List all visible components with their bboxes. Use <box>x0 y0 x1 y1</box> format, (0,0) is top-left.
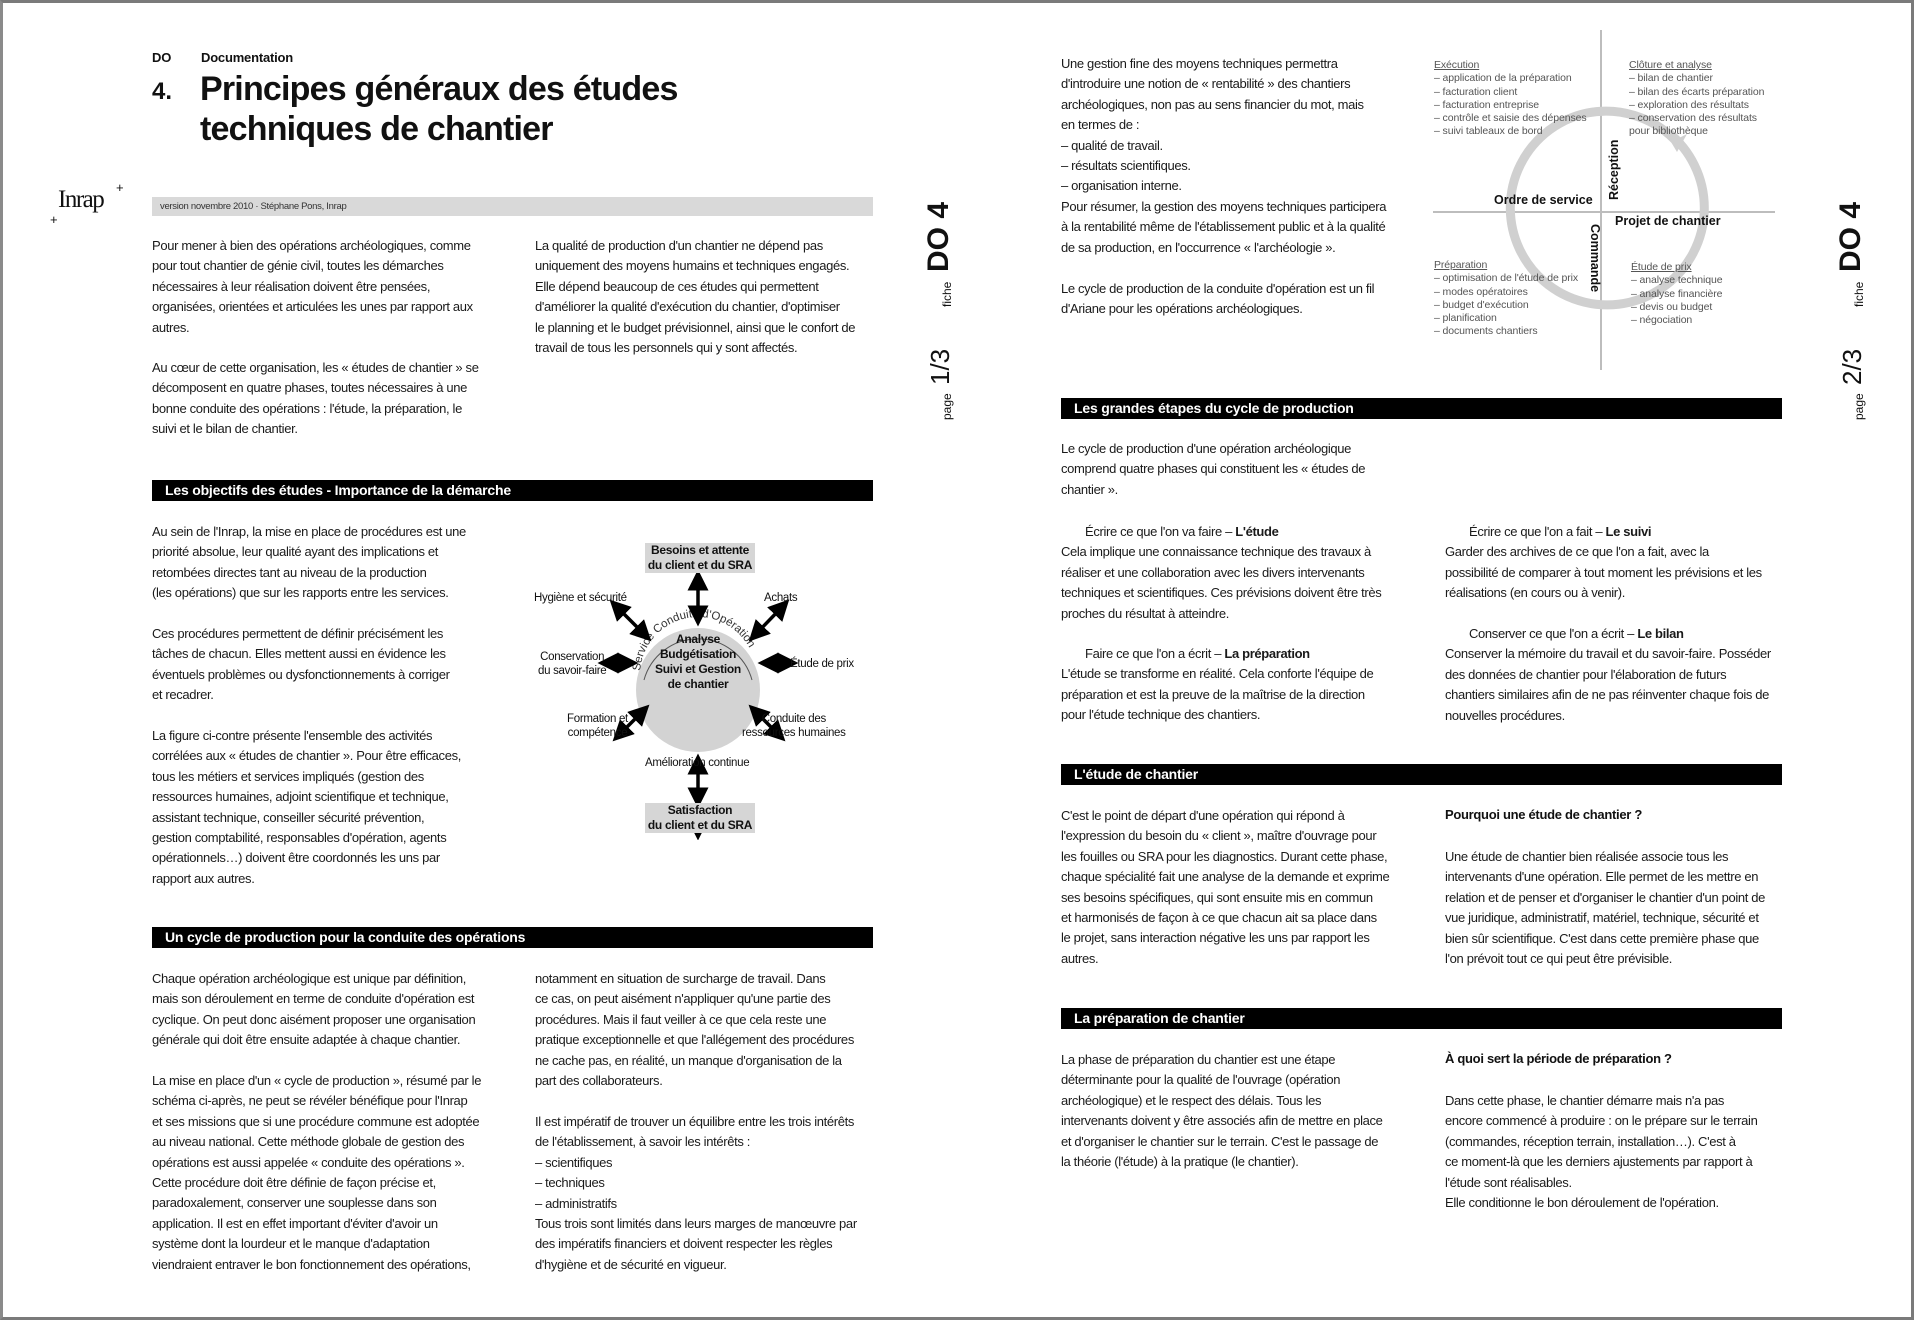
cycle-etude-prix-items: – analyse technique – analyse financière – devis ou budget – négociation <box>1631 274 1723 327</box>
phase-name: La préparation <box>1224 646 1310 661</box>
phase-bilan-title <box>1445 624 1795 644</box>
etude-col1: C'est le point de départ d'une opération qui répond à l'expression du besoin du « client », maître d'ouvrage pour les fouilles ou SRA pour les diagnostics. Durant cette phase, chaque spécialité fait une analyse de la demande et exprime ses besoins spécifiques, qui sont ensuite mis en commun et harmonisés de façon à ce que chacun ait sa place dans le projet, sans interaction négative les uns par rapport les autres. <box>1061 808 1390 966</box>
arrow-achats <box>756 607 782 634</box>
section-name: Documentation <box>201 50 294 65</box>
label-rh: Conduite des ressources humaines <box>742 713 846 739</box>
cycle-etude-prix-title: Étude de prix <box>1631 261 1692 273</box>
phase-lead: Écrire ce que l'on va faire – <box>1085 524 1236 539</box>
cycle-preparation-items: – optimisation de l'étude de prix – modes opératoires – budget d'exécution – planification – documents chantiers <box>1434 272 1579 338</box>
diagram-bottom-box: Satisfaction du client et du SRA <box>645 803 755 833</box>
phase-etude-title <box>1061 522 1411 542</box>
milestone-ordre-service: Ordre de service <box>1494 193 1593 207</box>
milestone-projet-chantier: Projet de chantier <box>1615 214 1721 228</box>
phase-suivi-title <box>1445 522 1795 542</box>
cycle-preparation <box>1434 259 1578 339</box>
phase-name: Le bilan <box>1637 626 1684 641</box>
objectifs-p1: Au sein de l'Inrap, la mise en place de procédures est une priorité absolue, leur qualité ayant des implications et retombées directes tant au niveau de la production (les opérations) que sur les rapports entre les services. <box>152 524 466 601</box>
right-intro-p2: Le cycle de production de la conduite d'opération est un fil d'Ariane pour les opérations archéologiques. <box>1061 281 1375 317</box>
label-achats: Achats <box>764 592 798 604</box>
label-amelioration: Amélioration continue <box>645 757 750 769</box>
label-formation: Formation et compétence <box>567 713 628 739</box>
cycle-etude-prix <box>1631 261 1723 327</box>
right-intro-p1: Une gestion fine des moyens techniques permettra d'introduire une notion de « rentabilité » des chantiers archéologiques, non pas au sens financier du mot, mais en termes de : – qualité de travail. – résultats scientifiques. – organisation interne. Pour résumer, la gestion des moyens techniques participera à la rentabilité même de l'établissement public et à la qualité de sa production, en l'occurrence « l'archéologie ». <box>1061 56 1387 255</box>
cycle-col1-p2: La mise en place d'un « cycle de production », résumé par le schéma ci-après, ne peut se révéler bénéfique pour l'Inrap et ses missions que si une procédure commune est adoptée au niveau national. Cette méthode globale de gestion des opérations est aussi appelée « conduite des opérations ». Cette procédure doit être définie de façon précise et, paradoxalement, conserver une souplesse dans son application. Il est en effet important d'éviter d'avoir un système dont la lourdeur et le manque d'adaptation viendraient entraver le bon fonctionnement des opérations, <box>152 1073 482 1272</box>
arrow-hygiene <box>617 607 644 634</box>
cycle-execution <box>1434 59 1587 139</box>
page-label: page <box>940 393 954 420</box>
fiche-number: DO 4 <box>922 201 955 272</box>
phase-suivi <box>1445 522 1795 604</box>
milestone-reception: Réception <box>1607 139 1621 200</box>
etude-col2-title: Pourquoi une étude de chantier ? <box>1445 807 1642 822</box>
preparation-col2: Dans cette phase, le chantier démarre mais n'a pas encore commencé à produire : on le prépare sur le terrain (commandes, réception terrain, installation…). C'est à ce moment-là que les derniers ajustements par rapport à l'étude sont réalisables. Elle conditionne le bon déroulement de l'opération. <box>1445 1093 1758 1211</box>
phase-preparation <box>1061 644 1411 726</box>
page-title-line2: techniques de chantier <box>200 110 553 148</box>
cycle-preparation-title: Préparation <box>1434 259 1488 271</box>
section-heading-objectifs: Les objectifs des études - Importance de la démarche <box>152 480 873 501</box>
fiche-label: fiche <box>1852 281 1866 307</box>
preparation-col2-title: À quoi sert la période de préparation ? <box>1445 1051 1672 1066</box>
phase-name: Le suivi <box>1605 524 1652 539</box>
diagram-center-text: Analyse Budgétisation Suivi et Gestion de chantier <box>655 632 741 691</box>
phase-preparation-title <box>1061 644 1411 664</box>
section-code: DO <box>152 50 172 65</box>
page-label: page <box>1852 393 1866 420</box>
phase-lead: Faire ce que l'on a écrit – <box>1085 646 1225 661</box>
intro-col1-p1: Pour mener à bien des opérations archéologiques, comme pour tout chantier de génie civil, toutes les démarches nécessaires à leur réalisation doivent être pensées, organisées, orientées et articulées les unes par rapport aux autres. <box>152 238 473 335</box>
plus-cross-icon: + <box>116 180 124 195</box>
cycle-cloture-title: Clôture et analyse <box>1629 59 1712 71</box>
cycle-execution-title: Exécution <box>1434 59 1480 71</box>
cycle-cloture-items: – bilan de chantier – bilan des écarts préparation – exploration des résultats – conservation des résultats pour bibliothèque <box>1629 72 1765 138</box>
plus-cross-icon: + <box>50 212 58 227</box>
label-conservation: Conservation du savoir-faire <box>538 651 607 677</box>
intro-col2-p1: La qualité de production d'un chantier ne dépend pas uniquement des moyens humains et techniques engagés. Elle dépend beaucoup de ces études qui permettent d'améliorer la qualité d'exécution du chantier, d'optimiser le planning et le budget prévisionnel, ainsi que le confort de travail de tous les personnels qui y sont affectés. <box>535 238 856 356</box>
cycle-col1-p1: Chaque opération archéologique est unique par définition, mais son déroulement en terme de conduite d'opération est cyclique. On peut donc aisément proposer une organisation générale qui doit être ensuite adaptée à chaque chantier. <box>152 971 476 1048</box>
version-bar: version novembre 2010 · Stéphane Pons, Inrap <box>152 197 873 216</box>
phase-preparation-text: L'étude se transforme en réalité. Cela conforte l'équipe de préparation et est la preuve de la maîtrise de la direction pour l'étude technique des chantiers. <box>1061 666 1374 723</box>
page-number: 1/3 <box>925 348 955 385</box>
phase-name: L'étude <box>1235 524 1279 539</box>
label-etude-prix: Étude de prix <box>790 658 854 670</box>
phase-suivi-text: Garder des archives de ce que l'on a fait, avec la possibilité de comparer à tout moment les prévisions et les réalisations (en cours ou à venir). <box>1445 544 1762 601</box>
etude-col2: Une étude de chantier bien réalisée associe tous les intervenants d'une opération. Elle permet de les mettre en relation et de penser et d'organiser le chantier d'un point de vue juridique, administratif, matériel, technique, sécurité et bien sûr scientifique. C'est dans cette première phase que l'on prévoit tout ce qui peut être prévisible. <box>1445 849 1766 967</box>
phase-etude <box>1061 522 1411 624</box>
preparation-col1: La phase de préparation du chantier est une étape déterminante pour la qualité de l'ouvrage (opération archéologique) et le respect des délais. Tous les intervenants doivent y être associés afin de mettre en place et d'organiser le chantier sur le terrain. C'est le passage de la théorie (l'étude) à la pratique (le chantier). <box>1061 1052 1383 1170</box>
etapes-intro: Le cycle de production d'une opération archéologique comprend quatre phases qui constituent les « études de chantier ». <box>1061 441 1366 497</box>
label-hygiene: Hygiène et sécurité <box>534 592 627 604</box>
fiche-number: DO 4 <box>1834 201 1867 272</box>
fiche-label: fiche <box>940 281 954 307</box>
cycle-col2-p1: notamment en situation de surcharge de travail. Dans ce cas, on peut aisément n'appliquer qu'une partie des procédures. Mais il faut veiller à ce que cela reste une pratique exceptionnelle et que l'allégement des procédures ne cache pas, en réalité, un manque d'organisation de la part des collaborateurs. <box>535 971 854 1089</box>
section-heading-etude: L'étude de chantier <box>1061 764 1782 785</box>
logo-text: Inrap <box>58 186 104 213</box>
center-arc-text: Service Conduite d'Opération <box>631 607 758 672</box>
cycle-execution-items: – application de la préparation – facturation client – facturation entreprise – contrôle et saisie des dépenses – suivi tableaux de bord <box>1434 72 1587 138</box>
objectifs-p3: La figure ci-contre présente l'ensemble des activités corrélées aux « études de chantier ». Pour être efficaces, tous les métiers et services impliqués (gestion des ressources humaines, adjoint scientifique et technique, assistant technique, conseiller sécurité prévention, gestion comptabilité, responsables d'opération, agents opérationnels…) doivent être coordonnés les uns par rapport aux autres. <box>152 728 461 886</box>
title-number: 4. <box>152 78 173 105</box>
milestone-commande: Commande <box>1588 224 1602 293</box>
diagram-top-box: Besoins et attente du client et du SRA <box>645 543 755 573</box>
inrap-logo <box>50 180 140 230</box>
phase-bilan-text: Conserver la mémoire du travail et du savoir-faire. Posséder des données de chantier pour l'élaboration de futurs chantiers similaires afin de ne pas réinventer chaque fois de nouvelles procédures. <box>1445 646 1771 723</box>
phase-bilan <box>1445 624 1795 726</box>
phase-lead: Écrire ce que l'on a fait – <box>1469 524 1606 539</box>
page-title-line1: Principes généraux des études <box>200 70 678 108</box>
objectifs-p2: Ces procédures permettent de définir précisément les tâches de chacun. Elles mettent aussi en évidence les éventuels problèmes ou dysfonctionnements à corriger et recadrer. <box>152 626 450 703</box>
section-heading-cycle: Un cycle de production pour la conduite des opérations <box>152 927 873 948</box>
cycle-col2-p2: Il est impératif de trouver un équilibre entre les trois intérêts de l'établissement, à savoir les intérêts : – scientifiques – techniques – administratifs Tous trois sont limités dans leurs marges de manœuvre par des impératifs financiers et doivent respecter les règles d'hygiène et de sécurité en vigueur. <box>535 1114 857 1272</box>
section-heading-etapes: Les grandes étapes du cycle de production <box>1061 398 1782 419</box>
cycle-cloture <box>1629 59 1764 139</box>
intro-col1-p2: Au cœur de cette organisation, les « études de chantier » se décomposent en quatre phases, toutes nécessaires à une bonne conduite des opérations : l'étude, la préparation, le suivi et le bilan de chantier. <box>152 360 479 437</box>
page-number: 2/3 <box>1837 348 1867 385</box>
phase-etude-text: Cela implique une connaissance technique des travaux à réaliser et une collaboration avec les divers intervenants techniques et scientifiques. Ces prévisions doivent être très proches du résultat à atteindre. <box>1061 544 1382 621</box>
phase-lead: Conserver ce que l'on a écrit – <box>1469 626 1638 641</box>
section-heading-preparation: La préparation de chantier <box>1061 1008 1782 1029</box>
